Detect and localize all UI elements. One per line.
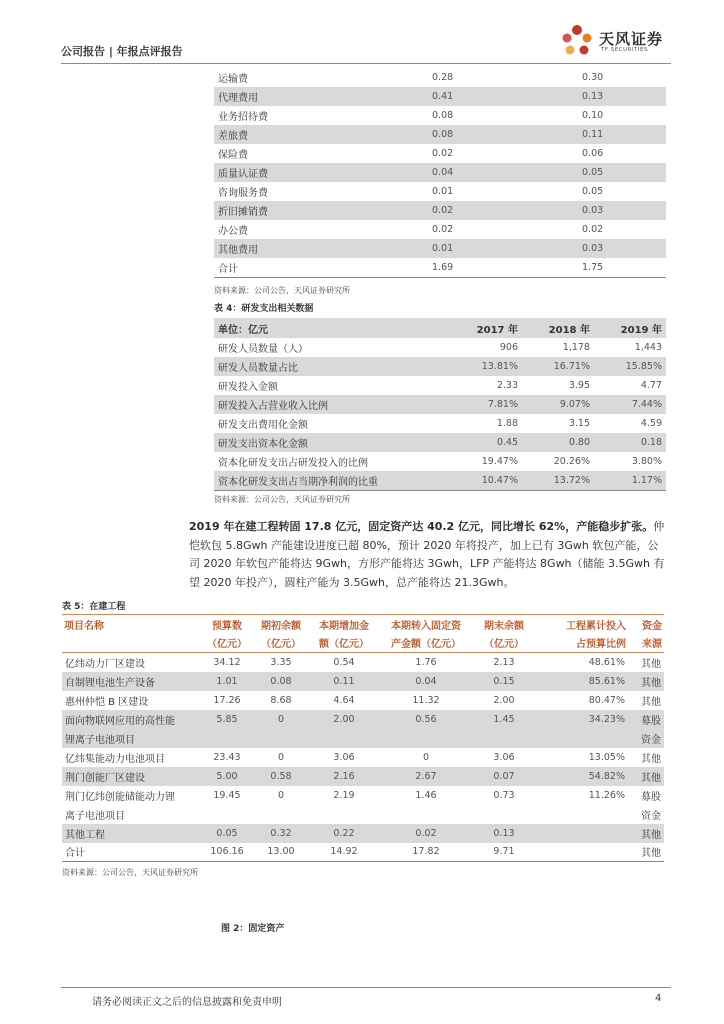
column-header: 预算数 — [200, 615, 254, 634]
cell-value: 3.06 — [333, 751, 355, 763]
cell-value: 906 — [499, 342, 518, 353]
column-header: 2019 年 — [594, 318, 666, 338]
cell-value: 其他 — [628, 824, 664, 843]
cell-value: 2.16 — [308, 767, 380, 786]
cell-value: 0.45 — [450, 433, 522, 452]
table-row — [62, 843, 664, 862]
cell-value: 9.07% — [522, 395, 594, 414]
row-label: 资本化研发支出占当期净利润的比重 — [214, 471, 450, 490]
cell-value: 4.64 — [333, 694, 355, 706]
table-row — [62, 824, 664, 843]
cell-value-continued: 资金 — [641, 810, 661, 822]
cell-value: 0.13 — [472, 824, 536, 843]
table-row — [62, 767, 664, 786]
cell-value: 19.45 — [213, 789, 241, 801]
row-label: 研发支出费用化金额 — [218, 420, 308, 431]
rd-expense-table — [214, 318, 666, 491]
cell-value: 0 — [277, 751, 285, 763]
cell-value: 2.19 — [333, 789, 355, 801]
row-label: 惠州仲恺 B 区建设 — [65, 696, 149, 708]
table-row — [214, 338, 666, 357]
cell-value: 0.02 — [432, 224, 454, 235]
row-label: 差旅费 — [214, 125, 424, 144]
cell-value: 0.05 — [582, 186, 604, 197]
cell-value: 5.00 — [200, 767, 254, 786]
row-label: 荆门亿纬创能储能动力锂 — [65, 791, 175, 803]
cell-value: 0.32 — [254, 824, 308, 843]
table3-source: 资料来源：公司公告，天风证券研究所 — [214, 286, 350, 295]
cell-value: 3.06 — [493, 751, 515, 763]
empty-cell — [380, 805, 472, 824]
cell-value: 其他 — [628, 767, 664, 786]
row-label: 研发人员数量（人） — [218, 344, 308, 355]
cell-value: 16.71% — [522, 357, 594, 376]
figure2-caption: 图 2：固定资产 — [221, 924, 285, 934]
cell-value: 48.61% — [588, 656, 625, 668]
cell-value: 其他 — [641, 696, 661, 708]
cell-value: 11.26% — [588, 789, 625, 801]
cell-value: 0.04 — [380, 672, 472, 691]
row-label: 业务招待费 — [218, 112, 268, 123]
table-row — [62, 786, 664, 805]
cell-value: 85.61% — [536, 672, 628, 691]
cell-value: 1.69 — [424, 258, 514, 277]
column-header-sub: （亿元） — [254, 634, 308, 653]
table-row — [214, 433, 666, 452]
row-label: 办公费 — [218, 226, 248, 237]
table-row — [62, 672, 664, 691]
cell-value: 23.43 — [213, 751, 241, 763]
cell-value — [536, 824, 628, 843]
column-header: 工程累计投入 — [536, 615, 628, 634]
cell-value: 7.81% — [450, 395, 522, 414]
empty-cell — [536, 729, 628, 748]
cell-value: 0 — [254, 710, 308, 729]
cell-value: 0.54 — [333, 656, 355, 668]
table-row — [214, 68, 666, 87]
table-row — [214, 258, 666, 277]
cell-value: 1.88 — [496, 418, 518, 429]
row-label: 亿纬动力厂区建设 — [65, 658, 145, 670]
cell-value: 0.58 — [254, 767, 308, 786]
cell-value: 0.04 — [424, 163, 514, 182]
cell-value: 11.32 — [412, 694, 440, 706]
paragraph-headline: 2019 年在建工程转固 17.8 亿元，固定资产达 40.2 亿元，同比增长 62%，产能稳步扩张。 — [189, 520, 654, 533]
cell-value: 1.45 — [472, 710, 536, 729]
row-label: 亿纬集能动力电池项目 — [65, 753, 165, 765]
cell-value: 80.47% — [588, 694, 625, 706]
cell-value: 7.44% — [594, 395, 666, 414]
cell-value: 0.08 — [432, 110, 454, 121]
cell-value: 15.85% — [594, 357, 666, 376]
cell-value: 13.00 — [254, 843, 308, 862]
cell-value: 13.72% — [522, 471, 594, 490]
column-header: 资金 — [628, 615, 664, 634]
column-header-sub: 占预算比例 — [536, 634, 628, 653]
cell-value: 0.11 — [514, 125, 666, 144]
row-label: 其他工程 — [62, 824, 200, 843]
cell-value: 3.15 — [568, 418, 590, 429]
cell-value: 募股 — [641, 791, 661, 803]
empty-cell — [254, 729, 308, 748]
page-header — [61, 30, 671, 64]
cell-value: 1,443 — [634, 342, 662, 353]
cell-value: 8.68 — [270, 694, 292, 706]
cell-value: 0.01 — [424, 239, 514, 258]
empty-cell — [472, 729, 536, 748]
column-header-sub: （亿元） — [472, 634, 536, 653]
table-row — [214, 471, 666, 490]
cell-value: 其他 — [628, 843, 664, 862]
column-header: 单位：亿元 — [214, 318, 450, 338]
cell-value: 0.06 — [582, 148, 604, 159]
column-header: 2017 年 — [450, 318, 522, 338]
cell-value: 106.16 — [200, 843, 254, 862]
column-header: 项目名称 — [62, 615, 200, 634]
table-row-continued — [62, 805, 664, 824]
expense-table — [214, 68, 666, 278]
table-row — [214, 414, 666, 433]
cell-value: 1.46 — [415, 789, 437, 801]
row-label: 研发投入占营业收入比例 — [214, 395, 450, 414]
table4-source: 资料来源：公司公告，天风证券研究所 — [214, 495, 350, 504]
cell-value: 4.77 — [640, 380, 662, 391]
cell-value: 14.92 — [308, 843, 380, 862]
table-row — [214, 144, 666, 163]
cell-value: 4.59 — [640, 418, 662, 429]
table-row — [214, 395, 666, 414]
table-row — [214, 106, 666, 125]
row-label: 研发投入金额 — [218, 382, 278, 393]
row-label: 资本化研发支出占研发投入的比例 — [218, 458, 368, 469]
cell-value: 0 — [422, 751, 430, 763]
construction-in-progress-table — [62, 614, 664, 862]
cell-value: 2.33 — [496, 380, 518, 391]
table-row — [214, 452, 666, 471]
cell-value: 34.12 — [213, 656, 241, 668]
analysis-paragraph — [189, 518, 669, 592]
cell-value: 17.26 — [213, 694, 241, 706]
cell-value: 2.67 — [380, 767, 472, 786]
empty-cell — [308, 805, 380, 824]
cell-value: 0.02 — [380, 824, 472, 843]
column-header: 本期增加金 — [308, 615, 380, 634]
table5-source: 资料来源：公司公告，天风证券研究所 — [62, 868, 198, 877]
row-label-continued: 锂离子电池项目 — [62, 729, 200, 748]
cell-value: 0.11 — [308, 672, 380, 691]
cell-value: 0.08 — [424, 125, 514, 144]
cell-value: 0.05 — [200, 824, 254, 843]
footer-divider — [61, 987, 671, 988]
empty-cell — [380, 729, 472, 748]
table-row — [214, 163, 666, 182]
cell-value: 0.02 — [432, 148, 454, 159]
cell-value: 34.23% — [536, 710, 628, 729]
table4-caption: 表 4：研发支出相关数据 — [214, 304, 314, 314]
empty-cell — [200, 729, 254, 748]
table-row — [214, 87, 666, 106]
table-row — [62, 691, 664, 710]
empty-cell — [308, 729, 380, 748]
cell-value: 0.80 — [522, 433, 594, 452]
column-header-sub: 来源 — [628, 634, 664, 653]
cell-value: 1.01 — [200, 672, 254, 691]
cell-value: 0.02 — [424, 201, 514, 220]
row-label: 合计 — [62, 843, 200, 862]
table-row — [62, 748, 664, 767]
column-header: 期末余额 — [472, 615, 536, 634]
cell-value: 0.03 — [514, 201, 666, 220]
table-row — [214, 201, 666, 220]
cell-value: 10.47% — [450, 471, 522, 490]
cell-value: 0.22 — [308, 824, 380, 843]
cell-value: 54.82% — [536, 767, 628, 786]
column-header-sub — [62, 634, 200, 653]
cell-value: 3.95 — [568, 380, 590, 391]
table5-caption: 表 5：在建工程 — [62, 602, 126, 612]
cell-value: 0.18 — [594, 433, 666, 452]
row-label: 保险费 — [218, 150, 248, 161]
column-header: 2018 年 — [522, 318, 594, 338]
column-header: 本期转入固定资 — [380, 615, 472, 634]
cell-value: 5.85 — [200, 710, 254, 729]
cell-value: 9.71 — [472, 843, 536, 862]
row-label: 折旧摊销费 — [214, 201, 424, 220]
cell-value: 0.41 — [424, 87, 514, 106]
row-label: 研发人员数量占比 — [214, 357, 450, 376]
cell-value: 2.00 — [493, 694, 515, 706]
cell-value: 13.05% — [588, 751, 625, 763]
logo-flower-icon — [557, 22, 597, 62]
cell-value: 0.02 — [582, 224, 604, 235]
row-label: 质量认证费 — [214, 163, 424, 182]
cell-value: 其他 — [641, 753, 661, 765]
row-label: 运输费 — [218, 74, 248, 85]
empty-cell — [200, 805, 254, 824]
cell-value: 20.26% — [553, 456, 590, 467]
row-label: 代理费用 — [214, 87, 424, 106]
cell-value: 0.01 — [432, 186, 454, 197]
row-label: 合计 — [214, 258, 424, 277]
cell-value: 0.30 — [582, 72, 604, 83]
cell-value: 0.13 — [514, 87, 666, 106]
footer-disclaimer: 请务必阅读正文之后的信息披露和免责申明 — [92, 997, 282, 1008]
cell-value: 0.73 — [493, 789, 515, 801]
cell-value: 19.47% — [481, 456, 518, 467]
paragraph-body: 仲恺软包 5.8Gwh 产能建设进度已超 80%，预计 2020 年将投产，加上已有 3Gwh 软包产能，公司 2020 年软包产能将达 9Gwh，方形产能将达 3Gwh，LFP 产能将达 8Gwh（储能 3.5Gwh 有望 2020 年投产），圆柱产能为 3.5Gwh，总产能将达 21.3Gwh。 — [189, 520, 665, 589]
cell-value: 13.81% — [450, 357, 522, 376]
row-label: 研发支出资本化金额 — [214, 433, 450, 452]
cell-value: 0.10 — [582, 110, 604, 121]
table-row — [214, 182, 666, 201]
logo-text-cn: 天风证券 — [599, 30, 664, 48]
column-header-sub: 产金额（亿元） — [380, 634, 472, 653]
cell-value: 其他 — [628, 672, 664, 691]
row-label: 荆门创能厂区建设 — [62, 767, 200, 786]
cell-value: 1.75 — [514, 258, 666, 277]
empty-cell — [472, 805, 536, 824]
column-header: 期初余额 — [254, 615, 308, 634]
cell-value: 0.08 — [254, 672, 308, 691]
cell-value: 0.56 — [380, 710, 472, 729]
empty-cell — [254, 805, 308, 824]
table-row — [214, 220, 666, 239]
cell-value: 17.82 — [380, 843, 472, 862]
table-row — [214, 376, 666, 395]
cell-value: 3.35 — [270, 656, 292, 668]
column-header-sub: （亿元） — [200, 634, 254, 653]
report-type: 公司报告 | 年报点评报告 — [61, 45, 183, 58]
cell-value: 其他 — [641, 658, 661, 670]
cell-value: 2.13 — [493, 656, 515, 668]
table-row — [62, 653, 664, 672]
column-header-sub: 额（亿元） — [308, 634, 380, 653]
cell-value — [536, 843, 628, 862]
cell-value: 0.05 — [514, 163, 666, 182]
row-label: 其他费用 — [214, 239, 424, 258]
row-label: 面向物联网应用的高性能 — [62, 710, 200, 729]
cell-value: 0 — [277, 789, 285, 801]
cell-value: 2.00 — [308, 710, 380, 729]
cell-value: 0.03 — [514, 239, 666, 258]
cell-value: 1,178 — [562, 342, 590, 353]
table-row-continued — [62, 729, 664, 748]
row-label: 咨询服务费 — [218, 188, 268, 199]
company-logo — [557, 22, 667, 62]
cell-value: 1.17% — [594, 471, 666, 490]
cell-value: 0.15 — [472, 672, 536, 691]
table-row — [214, 357, 666, 376]
cell-value: 0.07 — [472, 767, 536, 786]
cell-value: 0.28 — [432, 72, 454, 83]
cell-value: 3.80% — [631, 456, 662, 467]
page-number: 4 — [655, 993, 662, 1004]
row-label-continued: 离子电池项目 — [65, 810, 125, 822]
table-row — [214, 239, 666, 258]
table-row — [62, 710, 664, 729]
logo-text-en: TF SECURITIES — [601, 47, 648, 53]
empty-cell — [536, 805, 628, 824]
cell-value: 募股 — [628, 710, 664, 729]
cell-value-continued: 资金 — [628, 729, 664, 748]
row-label: 自制锂电池生产设备 — [62, 672, 200, 691]
table-row — [214, 125, 666, 144]
cell-value: 1.76 — [415, 656, 437, 668]
